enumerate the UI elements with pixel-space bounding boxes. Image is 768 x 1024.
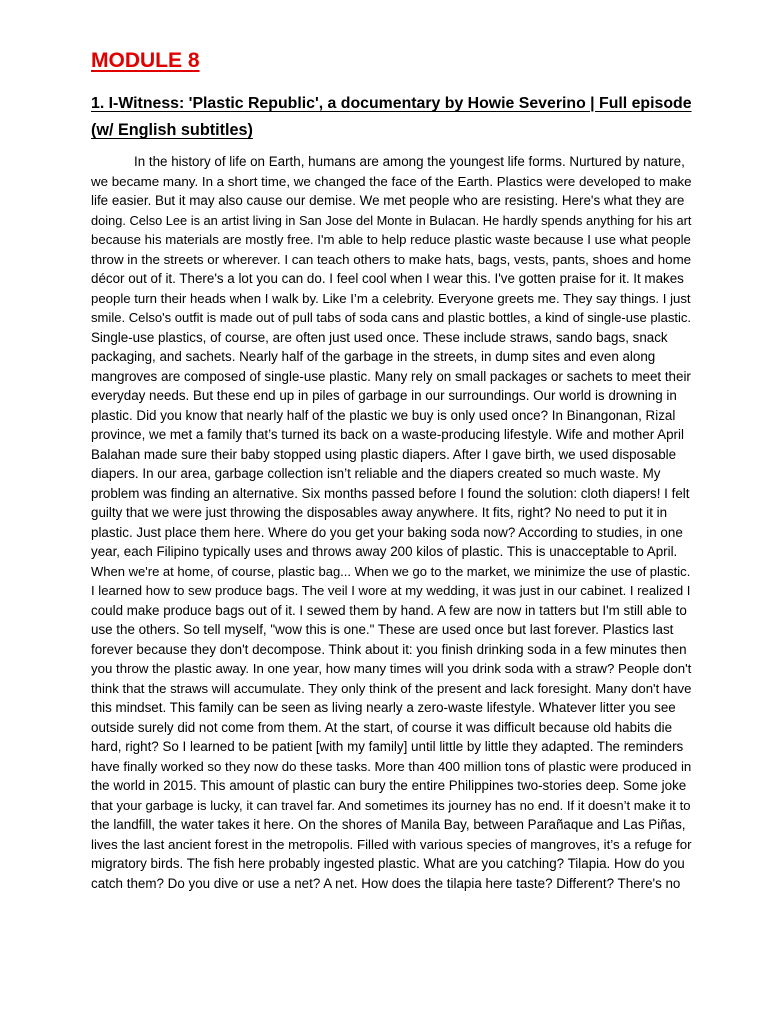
transcript-line: life easier. But it may also cause our demise. We met people who are resisting. Here's what they are	[91, 193, 685, 208]
transcript-line: In the history of life on Earth, humans are among the youngest life forms. Nurtured by nature,	[134, 154, 685, 169]
transcript-line: people turn their heads when I walk by. Like I’m a celebrity. Everyone greets me. They say things. I just	[91, 290, 691, 306]
transcript-line: problem was finding an alternative. Six months passed before I found the solution: cloth diapers! I felt	[91, 485, 690, 501]
transcript-line: migratory birds. The fish here probably ingested plastic. What are you catching? Tilapia. How do you	[91, 856, 685, 871]
transcript-line: everyday needs. But these end up in piles of garbage in our surroundings. Our world is drowning in	[91, 388, 677, 403]
transcript-line: this mindset. This family can be seen as living nearly a zero-waste lifestyle. Whatever litter you see	[91, 700, 676, 715]
transcript-line: Balahan made sure their baby stopped using plastic diapers. After I gave birth, we used disposable	[91, 446, 677, 462]
transcript-line: outside surely did not come from them. At the start, of course it was difficult because old habits die	[91, 719, 673, 735]
transcript-line: plastic. Just place them here. Where do you get your baking soda now? According to studies, in one	[91, 524, 683, 540]
transcript-line: have finally worked so they now do these tasks. More than 400 million tons of plastic were produced in	[91, 758, 692, 774]
transcript-line: throw in the streets or wherever. I can teach others to make hats, bags, vests, pants, shoes and home	[91, 251, 692, 267]
transcript-line: packaging, and sachets. Nearly half of the garbage in the streets, in dump sites and even along	[91, 349, 656, 364]
transcript-line: the landfill, the water takes it here. On the shores of Manila Bay, between Parañaque and Las Piñas,	[91, 817, 686, 832]
transcript-line: smile. Celso's outfit is made out of pull tabs of soda cans and plastic bottles, a kind of single-use plastic.	[91, 310, 692, 325]
transcript-line: mangroves are composed of single-use plastic. Many rely on small packages or sachets to meet their	[91, 368, 691, 384]
transcript-line: year, each Filipino typically uses and throws away 200 kilos of plastic. This is unacceptable to April.	[91, 544, 678, 559]
transcript-line: forever because they don't decompose. Think about it: you finish drinking soda in a few minutes then	[91, 641, 687, 657]
documentary-transcript	[91, 152, 691, 893]
transcript-line: catch them? Do you dive or use a net? A net. How does the tilapia here taste? Different? There's no	[91, 875, 681, 891]
transcript-line: because his materials are mostly free. I'm able to help reduce plastic waste because I use what people	[91, 232, 691, 247]
section-heading	[91, 91, 691, 143]
transcript-line: you throw the plastic away. In one year, how many times will you drink soda with a straw? People don't	[91, 661, 692, 676]
transcript-line: When we're at home, of course, plastic bag... When we go to the market, we minimize the use of plastic.	[91, 563, 691, 579]
section-heading-line-1: 1. I-Witness: 'Plastic Republic', a documentary by Howie Severino | Full episode	[91, 95, 692, 112]
module-title: MODULE 8	[91, 49, 200, 72]
transcript-line: lives the last ancient forest in the metropolis. Filled with various species of mangroves, it’s a refuge for	[91, 836, 692, 852]
transcript-line: hard, right? So I learned to be patient [with my family] until little by little they adapted. The reminders	[91, 739, 684, 754]
section-heading-line-2: (w/ English subtitles)	[91, 121, 253, 139]
transcript-line: use the others. So tell myself, "wow this is one." These are used once but last forever. Plastics last	[91, 622, 674, 637]
transcript-line: doing. Celso Lee is an artist living in San Jose del Monte in Bulacan. He hardly spends anything for his art	[91, 212, 692, 228]
transcript-line: the world in 2015. This amount of plastic can bury the entire Philippines two-stories deep. Some joke	[91, 778, 687, 793]
transcript-line: Single-use plastics, of course, are often just used once. These include straws, sando bags, snack	[91, 329, 668, 345]
transcript-line: diapers. In our area, garbage collection isn’t reliable and the diapers created so much waste. My	[91, 466, 661, 481]
transcript-line: think that the straws will accumulate. They only think of the present and lack foresight. Many don't have	[91, 680, 692, 696]
transcript-line: province, we met a family that’s turned its back on a waste-producing lifestyle. Wife and mother April	[91, 427, 684, 442]
transcript-line: we became many. In a short time, we changed the face of the Earth. Plastics were developed to make	[91, 173, 692, 189]
transcript-line: guilty that we were just throwing the disposables away anywhere. It fits, right? No need to put it in	[91, 505, 668, 520]
transcript-line: I learned how to sew produce bags. The veil I wore at my wedding, it was just in our cabinet. I realized I	[91, 583, 691, 598]
transcript-line: that your garbage is lucky, it can travel far. And sometimes its journey has no end. If it doesn’t make it to	[91, 797, 691, 813]
transcript-line: décor out of it. There's a lot you can do. I feel cool when I wear this. I've gotten praise for it. It makes	[91, 271, 684, 286]
transcript-line: could make produce bags out of it. I sewed them by hand. A few are now in tatters but I'm still able to	[91, 602, 687, 618]
transcript-line: plastic. Did you know that nearly half of the plastic we buy is only used once? In Binangonan, Rizal	[91, 407, 676, 423]
